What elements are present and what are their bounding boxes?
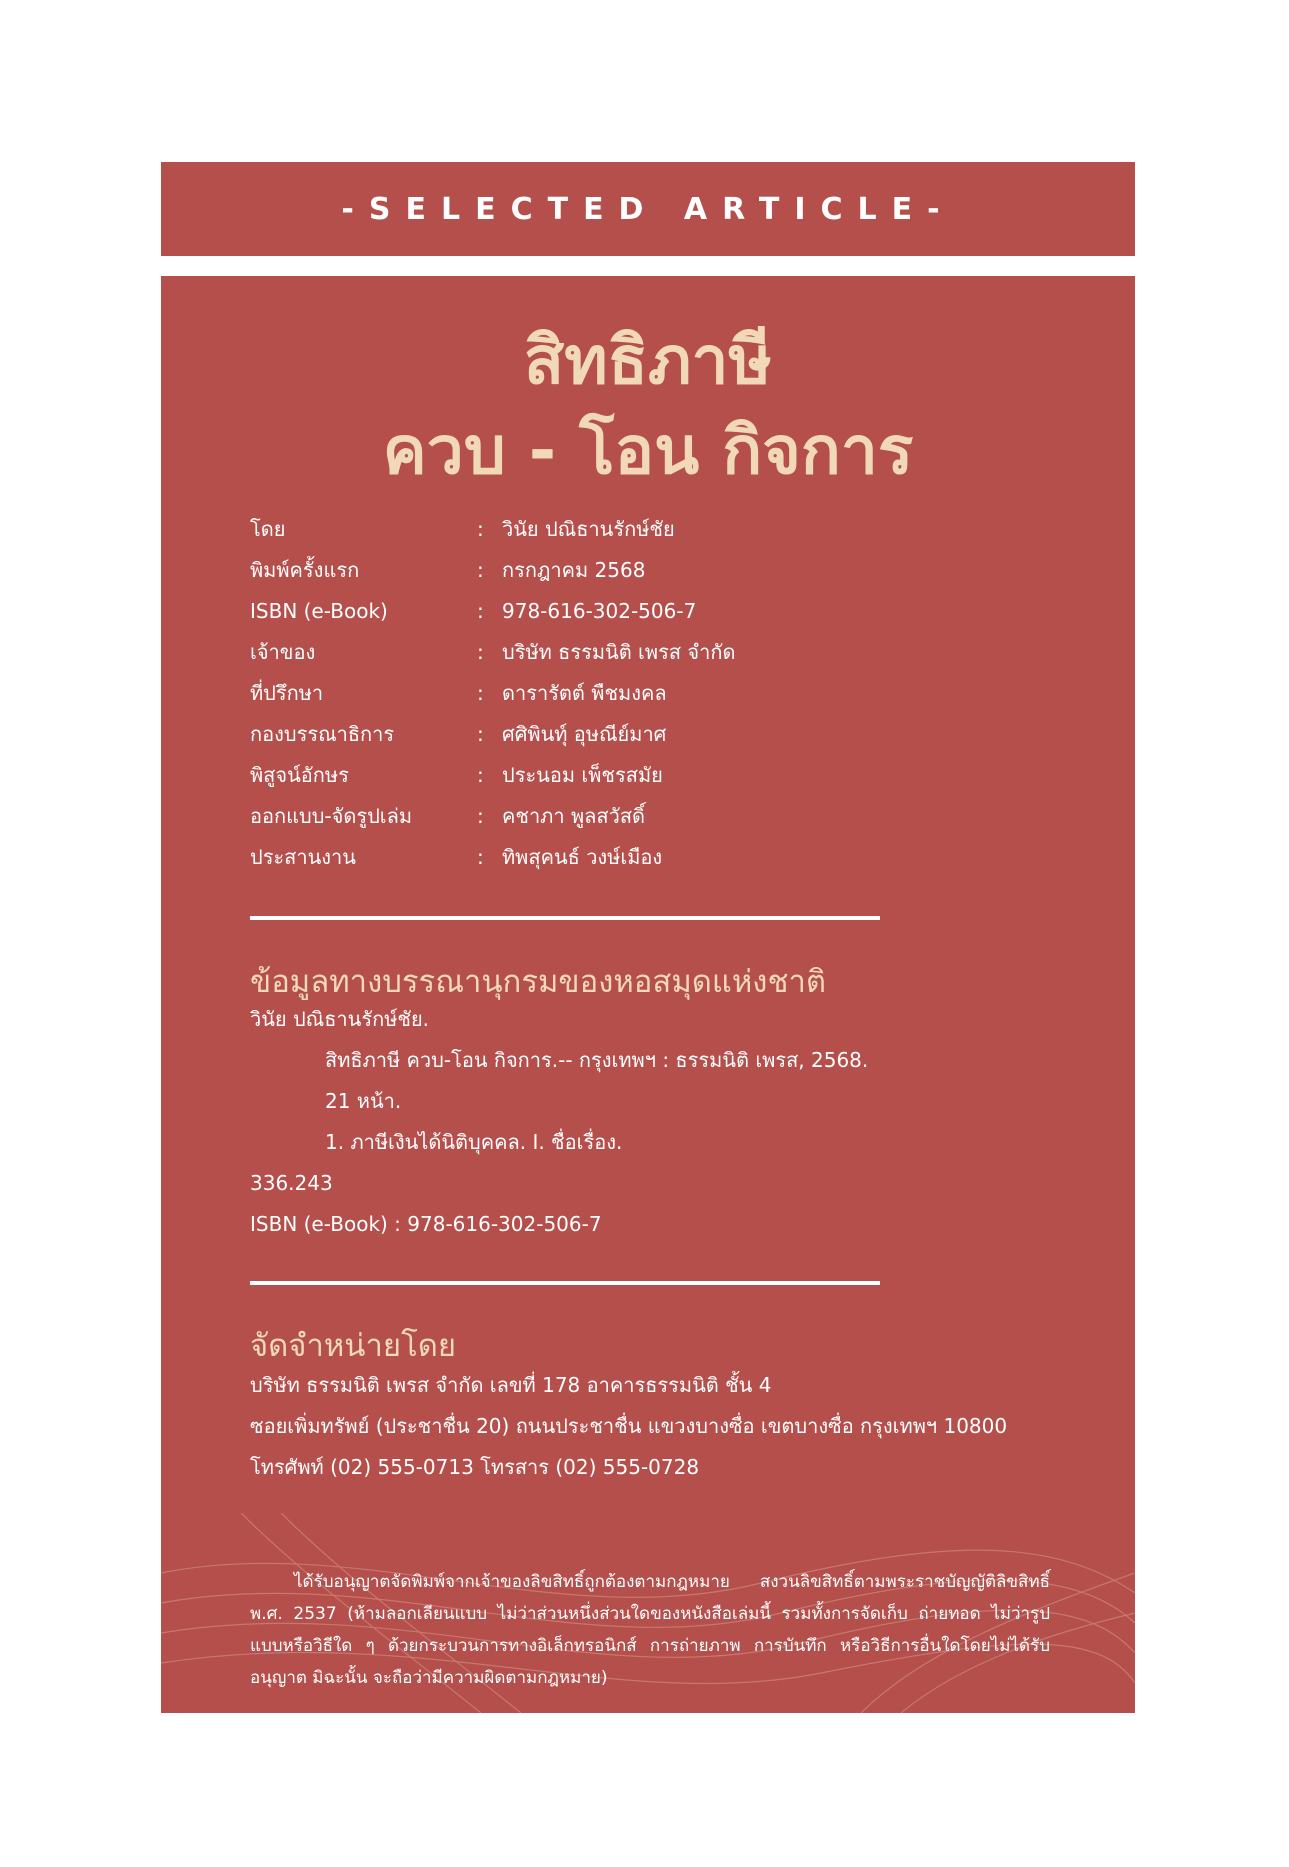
credit-label: ออกแบบ-จัดรูปเล่ม bbox=[250, 803, 413, 828]
credit-row bbox=[250, 672, 1050, 713]
credits-list bbox=[250, 508, 1050, 877]
credit-value: คชาภา พูลสวัสดิ์ bbox=[502, 803, 646, 828]
divider-1 bbox=[250, 916, 880, 920]
credit-colon: : bbox=[477, 598, 484, 623]
credit-row bbox=[250, 508, 1050, 549]
credit-label: พิสูจน์อักษร bbox=[250, 762, 349, 787]
catalog-title-line: สิทธิภาษี ควบ-โอน กิจการ.-- กรุงเทพฯ : ธรรมนิติ เพรส, 2568. bbox=[325, 1047, 869, 1072]
credit-label: โดย bbox=[250, 516, 286, 541]
credit-value: วินัย ปณิธานรักษ์ชัย bbox=[502, 516, 675, 541]
catalog-author: วินัย ปณิธานรักษ์ชัย. bbox=[250, 1006, 430, 1031]
divider-2 bbox=[250, 1281, 880, 1285]
content-panel bbox=[161, 276, 1135, 1713]
distribution-address bbox=[250, 1364, 1070, 1487]
credit-row bbox=[250, 754, 1050, 795]
credit-colon: : bbox=[477, 516, 484, 541]
book-title bbox=[161, 316, 1135, 496]
banner-label: -SELECTED ARTICLE- bbox=[341, 191, 955, 227]
credit-label: ประสานงาน bbox=[250, 844, 356, 869]
credit-value: 978-616-302-506-7 bbox=[502, 598, 697, 623]
credit-row bbox=[250, 713, 1050, 754]
credit-value: กรกฎาคม 2568 bbox=[502, 557, 646, 582]
credit-row bbox=[250, 590, 1050, 631]
title-line-1: สิทธิภาษี bbox=[523, 322, 773, 399]
credit-label: เจ้าของ bbox=[250, 639, 316, 664]
copyright-notice: ได้รับอนุญาตจัดพิมพ์จากเจ้าของลิขสิทธิ์ถูกต้องตามกฎหมาย สงวนลิขสิทธิ์ตามพระราชบัญญัติลิขสิทธิ์ พ.ศ. 2537 (ห้ามลอกเลียนแบบ ไม่ว่าส่วนหนึ่งส่วนใดของหนังสือเล่มนี้ รวมทั้งการจัดเก็บ ถ่ายทอด ไม่ว่ารูปแบบหรือวิธีใด ๆ ด้วยกระบวนการทางอิเล็กทรอนิกส์ การถ่ายภาพ การบันทึก หรือวิธีการอื่นใดโดยไม่ได้รับอนุญาต มิฉะนั้น จะถือว่ามีความผิดตามกฎหมาย) bbox=[250, 1572, 1050, 1688]
credit-label: กองบรรณาธิการ bbox=[250, 721, 395, 746]
catalog-isbn: ISBN (e-Book) : 978-616-302-506-7 bbox=[250, 1211, 602, 1236]
credit-value: ศศิพินทุ์ อุษณีย์มาศ bbox=[502, 721, 667, 746]
credit-colon: : bbox=[477, 557, 484, 582]
credit-row bbox=[250, 836, 1050, 877]
credit-row bbox=[250, 795, 1050, 836]
credit-colon: : bbox=[477, 762, 484, 787]
distribution-line-3: โทรศัพท์ (02) 555-0713 โทรสาร (02) 555-0728 bbox=[250, 1454, 700, 1479]
credit-label: ISBN (e-Book) bbox=[250, 598, 388, 623]
credit-label: ที่ปรึกษา bbox=[250, 680, 324, 705]
credit-colon: : bbox=[477, 803, 484, 828]
catalog-subject: 1. ภาษีเงินได้นิติบุคคล. I. ชื่อเรื่อง. bbox=[325, 1129, 623, 1154]
credit-value: ดารารัตต์ พืชมงคล bbox=[502, 680, 667, 705]
distribution-line-2: ซอยเพิ่มทรัพย์ (ประชาชื่น 20) ถนนประชาชื่น แขวงบางซื่อ เขตบางซื่อ กรุงเทพฯ 10800 bbox=[250, 1413, 1008, 1438]
title-line-2: ควบ - โอน กิจการ bbox=[382, 412, 914, 489]
distribution-heading: จัดจำหน่ายโดย bbox=[250, 1328, 457, 1364]
credit-value: ทิพสุคนธ์ วงษ์เมือง bbox=[502, 844, 663, 869]
credit-label: พิมพ์ครั้งแรก bbox=[250, 557, 360, 582]
catalog-classification: 336.243 bbox=[250, 1170, 333, 1195]
credit-colon: : bbox=[477, 639, 484, 664]
distribution-line-1: บริษัท ธรรมนิติ เพรส จำกัด เลขที่ 178 อาคารธรรมนิติ ชั้น 4 bbox=[250, 1372, 772, 1397]
catalog-pages: 21 หน้า. bbox=[325, 1088, 402, 1113]
credit-value: ประนอม เพ็ชรสมัย bbox=[502, 762, 663, 787]
credit-colon: : bbox=[477, 721, 484, 746]
credit-row bbox=[250, 631, 1050, 672]
credit-row bbox=[250, 549, 1050, 590]
catalog-heading: ข้อมูลทางบรรณานุกรมของหอสมุดแห่งชาติ bbox=[250, 964, 827, 1000]
credit-value: บริษัท ธรรมนิติ เพรส จำกัด bbox=[502, 639, 736, 664]
section-banner bbox=[161, 162, 1135, 256]
credit-colon: : bbox=[477, 844, 484, 869]
catalog-entry bbox=[250, 998, 1070, 1244]
credit-colon: : bbox=[477, 680, 484, 705]
